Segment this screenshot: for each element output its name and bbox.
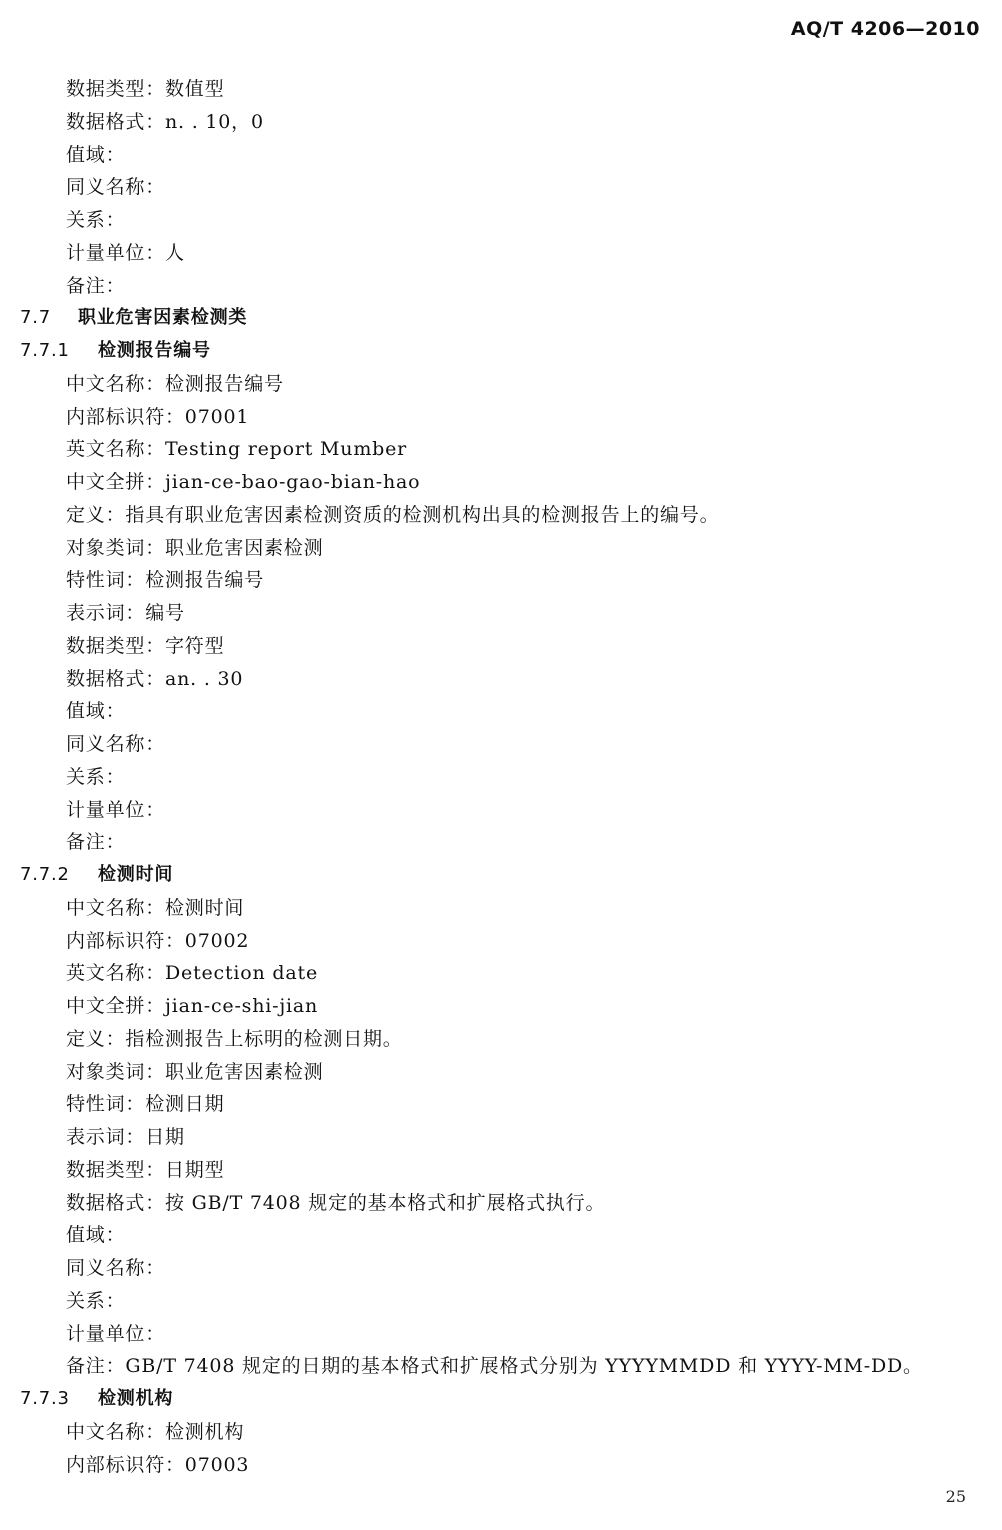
field-line: 内部标识符：07003 — [66, 1453, 250, 1476]
field-line: 同义名称： — [66, 176, 166, 199]
document-body — [0, 73, 1002, 1481]
field-line: 中文名称：检测机构 — [66, 1420, 245, 1443]
field-line: 对象类词：职业危害因素检测 — [66, 1060, 324, 1083]
section-number: 7.7 — [20, 307, 52, 329]
field-line: 中文名称：检测报告编号 — [66, 372, 284, 395]
field-line: 值域： — [66, 143, 126, 166]
field-line: 中文全拼：jian-ce-shi-jian — [66, 995, 319, 1017]
field-line: 数据类型：字符型 — [66, 634, 225, 657]
section-heading — [0, 335, 1002, 368]
section-number: 7.7.3 — [20, 1388, 70, 1409]
field-line: 数据格式：an. . 30 — [66, 667, 244, 690]
section-heading — [0, 1383, 1002, 1416]
field-line: 计量单位：人 — [66, 241, 185, 264]
section-number: 7.7.1 — [20, 340, 70, 361]
field-line: 同义名称： — [66, 1257, 166, 1279]
field-line: 定义：指具有职业危害因素检测资质的检测机构出具的检测报告上的编号。 — [66, 503, 720, 526]
field-line: 计量单位： — [66, 798, 166, 821]
section-title: 职业危害因素检测类 — [78, 307, 248, 329]
field-line: 值域： — [66, 700, 126, 723]
field-line: 中文全拼：jian-ce-bao-gao-bian-hao — [66, 471, 421, 493]
field-line: 表示词：编号 — [66, 602, 185, 624]
section-title: 检测报告编号 — [98, 340, 211, 361]
field-line: 定义：指检测报告上标明的检测日期。 — [66, 1027, 403, 1050]
field-line: 关系： — [66, 1289, 126, 1312]
field-line: 备注：GB/T 7408 规定的日期的基本格式和扩展格式分别为 YYYYMMDD 和 YYYY-MM-DD。 — [66, 1355, 923, 1378]
field-line: 特性词：检测日期 — [66, 1093, 225, 1116]
field-line: 表示词：日期 — [66, 1126, 185, 1148]
page-number: 25 — [945, 1487, 966, 1506]
field-line: 计量单位： — [66, 1322, 166, 1345]
section-title: 检测时间 — [98, 864, 174, 885]
field-line: 备注： — [66, 274, 126, 297]
field-line: 数据格式：n. . 10，0 — [66, 110, 264, 133]
document-code: AQ/T 4206—2010 — [790, 18, 980, 40]
field-line: 英文名称：Detection date — [66, 962, 318, 985]
field-line: 对象类词：职业危害因素检测 — [66, 536, 324, 559]
field-line: 特性词：检测报告编号 — [66, 569, 265, 592]
section-heading — [0, 859, 1002, 892]
field-line: 英文名称：Testing report Mumber — [66, 438, 408, 461]
section-title: 检测机构 — [98, 1388, 174, 1409]
field-line: 数据类型：日期型 — [66, 1158, 225, 1181]
field-line: 数据类型：数值型 — [66, 78, 225, 100]
field-line: 关系： — [66, 209, 126, 231]
field-line: 内部标识符：07001 — [66, 405, 250, 428]
field-line: 值域： — [66, 1224, 126, 1247]
field-line: 同义名称： — [66, 733, 166, 755]
field-line: 关系： — [66, 765, 126, 788]
field-line: 内部标识符：07002 — [66, 929, 250, 952]
field-line: 中文名称：检测时间 — [66, 896, 245, 919]
field-line: 备注： — [66, 831, 126, 854]
section-number: 7.7.2 — [20, 864, 70, 885]
field-line: 数据格式：按 GB/T 7408 规定的基本格式和扩展格式执行。 — [66, 1191, 606, 1214]
section-heading — [0, 302, 1002, 335]
